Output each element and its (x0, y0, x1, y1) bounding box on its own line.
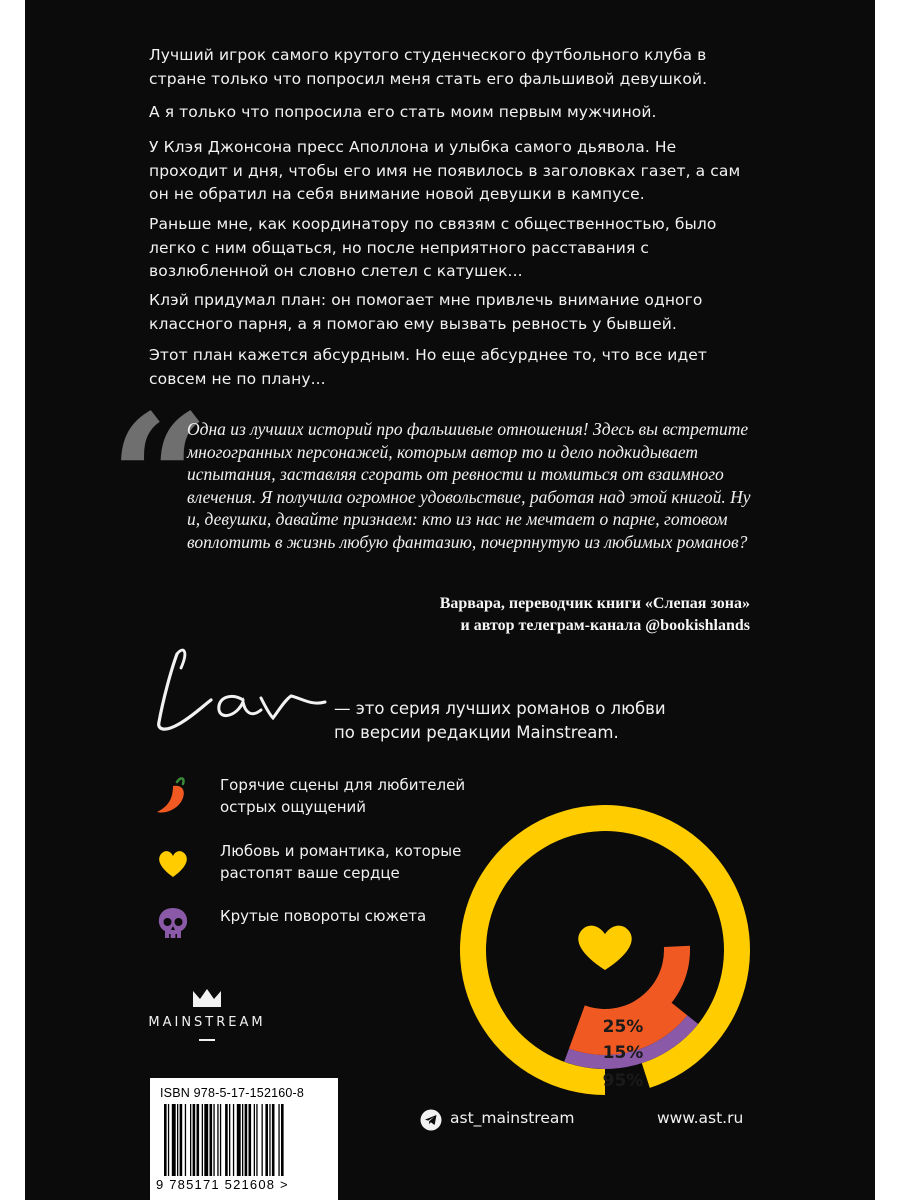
blurb-paragraph-1: Лучший игрок самого крутого студенческого футбольного клуба в стране только что попросил меня стать его фальшивой девушкой. (149, 46, 708, 88)
blurb-paragraph-3: У Клэя Джонсона пресс Аполлона и улыбка самого дьявола. Не проходит и дня, чтобы его имя не появилось в заголовках газет, а сам он не обратил на себя внимание новой девушки в кампусе. (149, 138, 741, 203)
feature-line: Горячие сцены для любителей (220, 776, 466, 794)
lav-series-logo (145, 640, 335, 740)
feature-line: Любовь и романтика, которые (220, 842, 462, 860)
quote-author (440, 593, 750, 637)
blurb-paragraph-6: Этот план кажется абсурдным. Но еще абсурднее то, что все идет совсем не по плану... (149, 346, 708, 388)
series-description-line-2: по версии редакции Mainstream. (334, 723, 619, 742)
telegram-icon (420, 1109, 442, 1131)
website-link[interactable]: www.ast.ru (657, 1109, 744, 1127)
center-heart-icon (578, 926, 631, 970)
barcode-digits: 9 785171 521608 > (156, 1177, 289, 1192)
feature-line: растопят ваше сердце (220, 864, 400, 882)
series-description-line-1: — это серия лучших романов о любви (334, 699, 666, 718)
blurb-paragraph-2: А я только что попросила его стать моим первым мужчиной. (149, 103, 657, 121)
skull-icon (155, 905, 191, 943)
blurb-paragraph-4: Раньше мне, как координатору по связям с общественностью, было легко с ним общаться, но после неприятного расставания с возлюбленной он словно слетел с катушек... (149, 215, 717, 280)
review-quote: Одна из лучших историй про фальшивые отношения! Здесь вы встретите многогранных персонажей, которым автор то и дело подкидывает испытания, заставляя сгорать от ревности и томиться от взаимного влечения. Я получила огромное удовольствие, работая над этой книгой. Ну и, девушки, давайте признаем: кто из нас не мечтает о парне, готовом воплотить в жизнь любую фантазию, почерпнутую из любимых романов? (187, 419, 751, 552)
telegram-handle[interactable]: ast_mainstream (450, 1109, 575, 1127)
heart-icon (155, 846, 191, 882)
barcode-area (150, 1078, 338, 1200)
series-description (334, 697, 734, 745)
isbn-number: ISBN 978-5-17-152160-8 (160, 1086, 305, 1100)
feature-line: Крутые повороты сюжета (220, 907, 427, 925)
publisher-logo (137, 985, 277, 1045)
divider (199, 1039, 215, 1041)
book-back-cover (25, 0, 875, 1200)
donut-value-label: 95% (602, 1071, 644, 1091)
quote-author-line-2: и автор телеграм-канала @bookishlands (460, 617, 750, 634)
blurb-paragraph-5: Клэй придумал план: он помогает мне привлечь внимание одного классного парня, а я помогаю ему вызвать ревность у бывшей. (149, 291, 703, 333)
barcode-icon (156, 1104, 332, 1178)
feature-line: острых ощущений (220, 798, 367, 816)
donut-value-label: 15% (602, 1043, 644, 1063)
crown-icon (137, 985, 277, 1011)
publisher-name: MAINSTREAM (148, 1015, 266, 1030)
quote-mark-icon: “ (109, 377, 210, 582)
rating-donut-chart (435, 790, 775, 1110)
donut-value-label: 25% (602, 1017, 644, 1037)
donut-segment-orange-extension (636, 946, 690, 1023)
chili-pepper-icon (155, 774, 191, 816)
quote-author-line-1: Варвара, переводчик книги «Слепая зона» (439, 595, 750, 612)
